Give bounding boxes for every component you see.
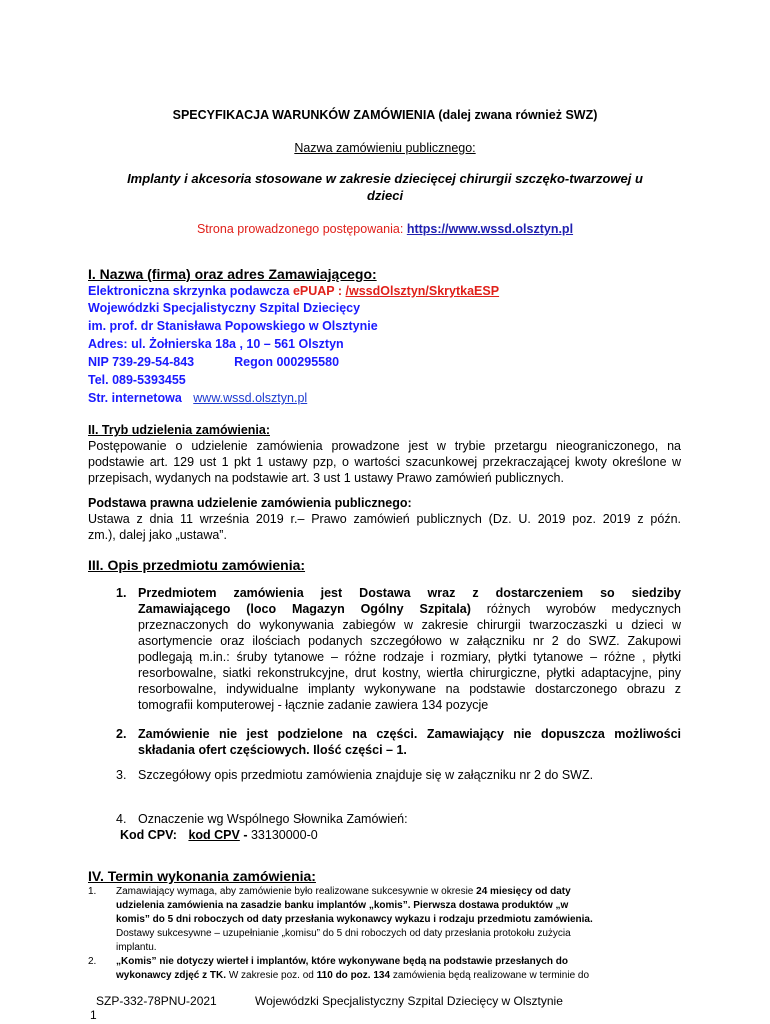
mode-line-2: podstawie art. 129 ust 1 pkt 1 ustawy pzp, o wartości szacunkowej przekraczającej kwoty określone w: [88, 455, 681, 469]
org-name-2: im. prof. dr Stanisława Popowskiego w Olsztynie: [88, 319, 378, 333]
term-1-number: 1.: [88, 886, 97, 897]
item-1-line-7: resorbowalne, indywidualne implanty wykonywane na podstawie dostarczonego obrazu z: [138, 682, 681, 696]
section-1-heading: I. Nazwa (firma) oraz adres Zamawiającego:: [88, 266, 377, 282]
item-3-number: 3.: [116, 768, 127, 782]
mode-line-1: Postępowanie o udzielenie zamówienia prowadzone jest w trybie przetargu nieograniczonego, na: [88, 439, 681, 453]
epuap-prefix: Elektroniczna skrzynka podawcza: [88, 284, 290, 298]
term-2-line-1: „Komis” nie dotyczy wierteł i implantów, które wykonywane będą na podstawie przesłanych do: [116, 956, 568, 967]
item-3-line-1: Szczegółowy opis przedmiotu zamówienia znajduje się w załączniku nr 2 do SWZ.: [138, 768, 594, 782]
subject-line-1: Implanty i akcesoria stosowane w zakresie dziecięcej chirurgii szczęko-twarzowej u: [127, 171, 643, 186]
section-4-heading: IV. Termin wykonania zamówienia:: [88, 868, 316, 884]
procedure-page-label: Strona prowadzonego postępowania:: [196, 222, 404, 236]
procedure-page: [60, 222, 710, 236]
item-2-line-2: składania ofert częściowych. Ilość części – 1.: [138, 743, 407, 757]
item-1-line-8: tomografii komputerowej - łącznie zadanie zawiera 134 pozycje: [138, 698, 489, 712]
item-1-line-1: Przedmiotem zamówienia jest Dostawa wraz z dostarczeniem so siedziby: [138, 586, 681, 600]
epuap-address-link[interactable]: /wssdOlsztyn/SkrytkaESP: [345, 284, 500, 298]
regon: Regon 000295580: [234, 355, 340, 369]
item-1-line-4: asortymencie oraz ilościach podanych szczegółowo w załączniku nr 2 do SWZ. Zakupowi: [138, 634, 681, 648]
legal-basis-line-1: Ustawa z dnia 11 września 2019 r.– Prawo zamówień publicznych (Dz. U. 2019 poz. 2019 z późn.: [88, 512, 681, 526]
procurement-name-label: Nazwa zamówieniu publicznego:: [294, 141, 476, 155]
footer-org: Wojewódzki Specjalistyczny Szpital Dziecięcy w Olsztynie: [255, 994, 563, 1008]
cpv-label: Kod CPV:: [120, 828, 177, 842]
nip: NIP 739-29-54-843: [88, 355, 195, 369]
item-1-line-2: Zamawiającego (loco Magazyn Ogólny Szpitala) różnych wyrobów medycznych: [138, 602, 681, 616]
mode-line-3: przepisach, wydanych na podstawie art. 3 ust 1 ustawy Prawo zamówień publicznych.: [88, 471, 564, 485]
legal-basis-heading: Podstawa prawna udzielenie zamówienia publicznego:: [88, 496, 412, 510]
website-line: [88, 391, 307, 405]
page-number: 1: [90, 1008, 97, 1022]
cpv-value: 33130000-0: [250, 828, 318, 842]
epuap-label: ePUAP :: [292, 284, 343, 298]
item-4-line-1: Oznaczenie wg Wspólnego Słownika Zamówień:: [138, 812, 408, 826]
item-2-number: 2.: [116, 727, 127, 741]
term-1-line-1: Zamawiający wymaga, aby zamówienie było realizowane sukcesywnie w okresie 24 miesięcy od daty: [116, 886, 571, 897]
item-1-line-5: podlegają m.in.: śruby tytanowe – różne rodzaje i rozmiary, płytki tytanowe – różne , płytki: [138, 650, 681, 664]
epuap-line: [88, 284, 499, 298]
item-1-line-6: resorbowalne, siatki rekonstrukcyjne, drut kostny, wiertła chirurgiczne, płytki adaptacyjne, piny: [138, 666, 681, 680]
term-1-line-4: Dostawy sukcesywne – uzupełnianie „komisu” do 5 dni roboczych od daty przesłania protokołu zużycia: [116, 928, 571, 939]
org-name-1: Wojewódzki Specjalistyczny Szpital Dziecięcy: [88, 301, 361, 315]
legal-basis-line-2: zm.), dalej jako „ustawa”.: [88, 528, 227, 542]
footer-code: SZP-332-78PNU-2021: [96, 994, 217, 1008]
website-link[interactable]: www.wssd.olsztyn.pl: [193, 391, 308, 405]
item-2-line-1: Zamówienie nie jest podzielone na części. Zamawiający nie dopuszcza możliwości: [138, 727, 681, 741]
term-2-line-2: wykonawcy zdjęć z TK. W zakresie poz. od 110 do poz. 134 zamówienia będą realizowane w terminie do: [116, 970, 590, 981]
org-address: Adres: ul. Żołnierska 18a , 10 – 561 Olsztyn: [88, 337, 344, 351]
nip-regon: [88, 355, 339, 369]
item-1-line-3: przeznaczonych do wykonywania zabiegów w zakresie chirurgii twarzoczaszki u dzieci w: [138, 618, 681, 632]
term-1-line-2: udzielenia zamówienia na zasadzie banku implantów „komis”. Pierwsza dostawa produktów „w: [116, 900, 569, 911]
section-2-heading: II. Tryb udzielenia zamówienia:: [88, 423, 270, 437]
document-title: SPECYFIKACJA WARUNKÓW ZAMÓWIENIA (dalej zwana również SWZ): [172, 108, 598, 122]
term-2-number: 2.: [88, 956, 97, 967]
section-3-heading: III. Opis przedmiotu zamówienia:: [88, 557, 306, 573]
item-1-number: 1.: [116, 586, 127, 600]
cpv-code-label: kod CPV: [188, 828, 240, 842]
phone: Tel. 089-5393455: [88, 373, 186, 387]
procedure-page-link[interactable]: https://www.wssd.olsztyn.pl: [406, 222, 574, 236]
cpv-line: Kod CPV: kod CPV - 33130000-0: [120, 828, 318, 842]
term-1-line-3: komis” do 5 dni roboczych od daty przesłania wykonawcy wykazu i rodzaju przedmiotu zamówienia.: [116, 914, 593, 925]
website-label: Str. internetowa: [88, 391, 182, 405]
subject-line-2: dzieci: [366, 188, 404, 203]
term-1-line-5: implantu.: [116, 942, 157, 953]
item-4-number: 4.: [116, 812, 127, 826]
